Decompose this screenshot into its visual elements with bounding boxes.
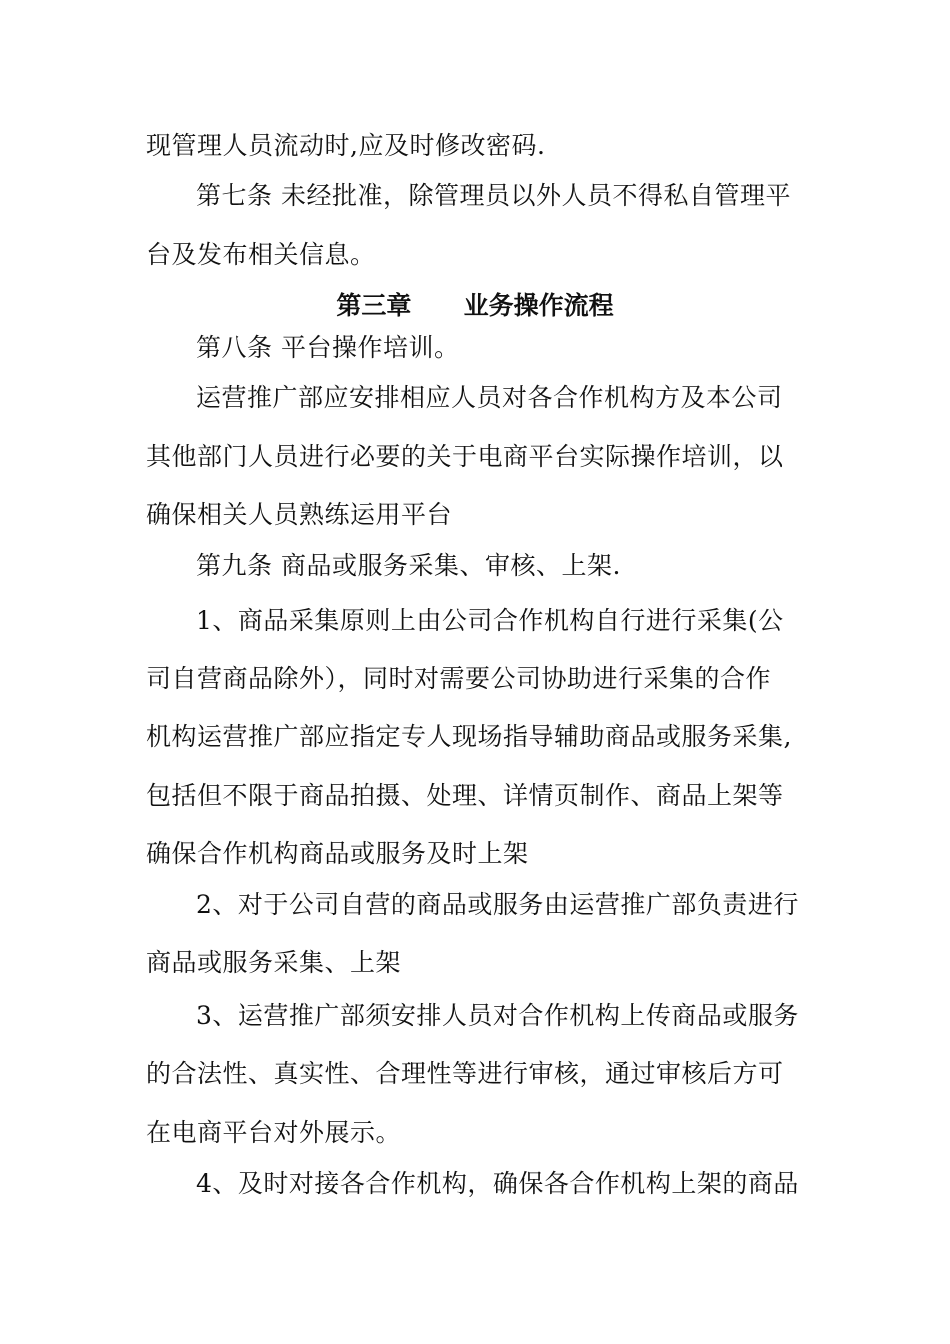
paragraph-line: 3、运营推广部须安排人员对合作机构上传商品或服务 — [196, 1001, 799, 1030]
paragraph-line: 商品或服务采集、上架 — [146, 948, 402, 977]
article-8-line: 第八条 平台操作培训。 — [196, 333, 460, 362]
paragraph-line: 台及发布相关信息。 — [146, 240, 376, 269]
paragraph-line: 现管理人员流动时,应及时修改密码. — [146, 131, 546, 160]
paragraph-line: 1、商品采集原则上由公司合作机构自行进行采集(公 — [196, 606, 784, 635]
paragraph-line: 其他部门人员进行必要的关于电商平台实际操作培训，以 — [146, 442, 784, 471]
paragraph-line: 确保合作机构商品或服务及时上架 — [146, 839, 529, 868]
paragraph-line: 确保相关人员熟练运用平台 — [146, 500, 453, 529]
paragraph-line: 司自营商品除外），同时对需要公司协助进行采集的合作 — [146, 664, 772, 693]
paragraph-line: 包括但不限于商品拍摄、处理、详情页制作、商品上架等 — [146, 781, 784, 810]
paragraph-line: 2、对于公司自营的商品或服务由运营推广部负责进行 — [196, 890, 799, 919]
article-9-line: 第九条 商品或服务采集、审核、上架. — [196, 551, 621, 580]
article-7-line: 第七条 未经批准，除管理员以外人员不得私自管理平 — [196, 181, 791, 210]
paragraph-line: 4、及时对接各合作机构，确保各合作机构上架的商品 — [196, 1169, 799, 1198]
chapter-heading: 第三章 业务操作流程 — [336, 291, 614, 320]
paragraph-line: 运营推广部应安排相应人员对各合作机构方及本公司 — [196, 383, 783, 412]
paragraph-line: 机构运营推广部应指定专人现场指导辅助商品或服务采集, — [146, 722, 792, 751]
paragraph-line: 的合法性、真实性、合理性等进行审核，通过审核后方可 — [146, 1059, 784, 1088]
paragraph-line: 在电商平台对外展示。 — [146, 1118, 402, 1147]
